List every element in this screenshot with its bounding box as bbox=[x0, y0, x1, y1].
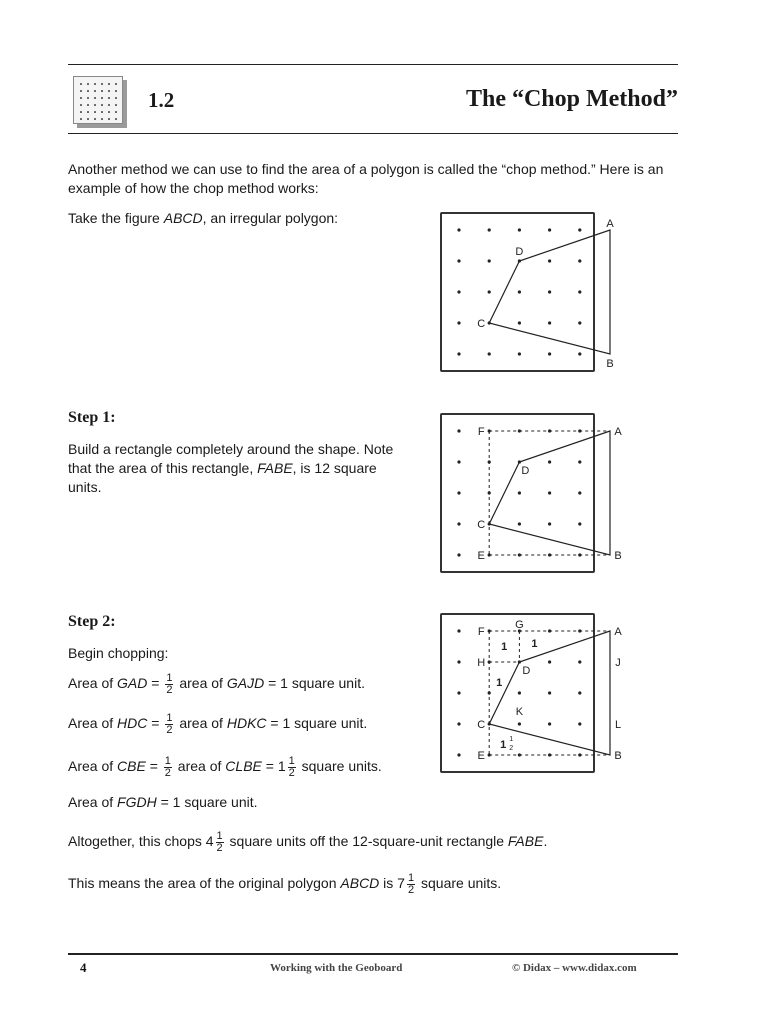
chop-line-fgdh: Area of FGDH = 1 square unit. bbox=[68, 794, 258, 810]
peg-dot bbox=[518, 691, 521, 694]
shape-gad: GAD bbox=[117, 675, 148, 691]
footer-copyright: © Didax – www.didax.com bbox=[512, 962, 637, 974]
area-label-fgdh: 1 bbox=[501, 641, 508, 653]
peg-dot bbox=[578, 660, 581, 663]
peg-dot bbox=[488, 290, 491, 293]
peg-dot bbox=[548, 491, 551, 494]
logo-dot bbox=[115, 90, 117, 92]
label-h: H bbox=[477, 657, 486, 669]
logo-dot bbox=[108, 90, 110, 92]
header-bottom-rule bbox=[68, 133, 678, 134]
peg-dot bbox=[548, 691, 551, 694]
peg-dot bbox=[548, 321, 551, 324]
fraction-half: $\frac{1}{2}$ bbox=[216, 829, 223, 854]
peg-dot bbox=[578, 352, 581, 355]
conclusion-chop: Altogether, this chops 4 $\frac{1}{2}$ square units off the 12-square-unit rectangle FABE. bbox=[68, 829, 548, 854]
peg-dot bbox=[457, 228, 460, 231]
peg-dot bbox=[457, 491, 460, 494]
logo-dot bbox=[87, 111, 89, 113]
peg-dot bbox=[578, 460, 581, 463]
peg-dot bbox=[578, 491, 581, 494]
peg-dot bbox=[548, 660, 551, 663]
step1-heading: Step 1: bbox=[68, 409, 116, 426]
logo-dot bbox=[94, 97, 96, 99]
logo-dot bbox=[101, 97, 103, 99]
peg-dot bbox=[518, 352, 521, 355]
take-prefix: Take the figure bbox=[68, 210, 164, 226]
logo-dot bbox=[108, 118, 110, 120]
take-figure-line bbox=[68, 209, 338, 228]
label-e: E bbox=[477, 750, 485, 762]
label-c: C bbox=[477, 519, 486, 531]
label-a: A bbox=[606, 218, 614, 230]
peg-dot bbox=[548, 352, 551, 355]
peg-dot bbox=[457, 429, 460, 432]
label-a: A bbox=[614, 426, 622, 438]
logo-dot bbox=[80, 118, 82, 120]
shape-gajd: GAJD bbox=[226, 675, 265, 691]
logo-dot bbox=[80, 111, 82, 113]
logo-dot bbox=[94, 90, 96, 92]
area-label-gad: 1 bbox=[531, 638, 538, 650]
conclusion-polygon: ABCD bbox=[340, 875, 380, 891]
geoboard-1 bbox=[440, 212, 614, 372]
peg-dot bbox=[548, 259, 551, 262]
footer-page-number: 4 bbox=[80, 960, 87, 975]
peg-dot bbox=[518, 228, 521, 231]
peg-dot bbox=[457, 660, 460, 663]
shape-hdc: HDC bbox=[117, 715, 148, 731]
peg-dot bbox=[578, 259, 581, 262]
geoboard-logo bbox=[73, 76, 123, 124]
peg-dot bbox=[578, 691, 581, 694]
peg-dot bbox=[518, 290, 521, 293]
logo-dot bbox=[94, 104, 96, 106]
label-a: A bbox=[614, 626, 622, 638]
geoboard-1-drawing bbox=[442, 214, 614, 370]
geoboard-2-drawing bbox=[442, 415, 622, 571]
logo-dot bbox=[108, 97, 110, 99]
logo-dot bbox=[101, 90, 103, 92]
step1-rect-name: FABE bbox=[257, 460, 293, 476]
logo-dot bbox=[80, 104, 82, 106]
area-label-cbe-half-num: 1 bbox=[509, 736, 514, 743]
logo-dot bbox=[94, 118, 96, 120]
logo-dot bbox=[80, 97, 82, 99]
peg-dot bbox=[578, 228, 581, 231]
logo-dot bbox=[115, 111, 117, 113]
logo-dot bbox=[108, 104, 110, 106]
geoboard-2 bbox=[440, 413, 622, 573]
logo-dot bbox=[94, 111, 96, 113]
fraction-half: $\frac{1}{2}$ bbox=[166, 671, 173, 696]
logo-dot bbox=[115, 97, 117, 99]
peg-dot bbox=[488, 228, 491, 231]
label-k: K bbox=[515, 706, 524, 718]
chop-line-hdc: Area of HDC = $\frac{1}{2}$ area of HDKC = 1 square unit. bbox=[68, 711, 368, 736]
logo-dot bbox=[87, 97, 89, 99]
label-b: B bbox=[606, 358, 614, 370]
label-d: D bbox=[515, 246, 524, 258]
logo-dot bbox=[101, 104, 103, 106]
page-title: The “Chop Method” bbox=[465, 86, 678, 112]
label-c: C bbox=[477, 318, 486, 330]
peg-dot bbox=[457, 522, 460, 525]
peg-dot bbox=[457, 722, 460, 725]
peg-dot bbox=[488, 259, 491, 262]
peg-dot bbox=[457, 290, 460, 293]
fraction-half: $\frac{1}{2}$ bbox=[407, 871, 415, 896]
chop-line-gad: Area of GAD = $\frac{1}{2}$ area of GAJD = 1 square unit. bbox=[68, 671, 365, 696]
shape-fgdh: FGDH bbox=[117, 794, 157, 810]
geoboard-3-drawing bbox=[442, 615, 622, 771]
logo-dot bbox=[87, 83, 89, 85]
peg-dot bbox=[518, 321, 521, 324]
peg-dot bbox=[457, 553, 460, 556]
area-label-cbe-half-den: 2 bbox=[509, 745, 514, 752]
peg-dot bbox=[457, 691, 460, 694]
fraction-half: $\frac{1}{2}$ bbox=[288, 754, 295, 779]
peg-dot bbox=[488, 352, 491, 355]
logo-dot bbox=[87, 104, 89, 106]
peg-dot bbox=[457, 460, 460, 463]
footer-book-title: Working with the Geoboard bbox=[270, 962, 403, 974]
label-f: F bbox=[477, 626, 485, 638]
peg-dot bbox=[548, 290, 551, 293]
label-b: B bbox=[614, 550, 622, 562]
chop-line-cbe: Area of CBE = $\frac{1}{2}$ area of CLBE = 1 $\frac{1}{2}$ square units. bbox=[68, 754, 382, 779]
label-f: F bbox=[477, 426, 485, 438]
shape-clbe: CLBE bbox=[225, 758, 262, 774]
peg-dot bbox=[518, 722, 521, 725]
logo-dot bbox=[94, 83, 96, 85]
logo-dot bbox=[101, 83, 103, 85]
area-label-hdc: 1 bbox=[496, 677, 503, 689]
step2-begin: Begin chopping: bbox=[68, 645, 169, 661]
peg-dot bbox=[548, 522, 551, 525]
peg-dot bbox=[548, 722, 551, 725]
logo-dot bbox=[87, 90, 89, 92]
label-b: B bbox=[614, 750, 622, 762]
peg-dot bbox=[578, 522, 581, 525]
label-d: D bbox=[522, 665, 531, 677]
take-suffix: , an irregular polygon: bbox=[202, 210, 339, 226]
peg-dot bbox=[457, 352, 460, 355]
peg-dot bbox=[518, 491, 521, 494]
step1-text bbox=[68, 440, 398, 497]
footer-rule bbox=[68, 953, 678, 955]
peg-dot bbox=[548, 460, 551, 463]
step1-text-a: Build a rectangle completely around the shape. Note that the area of this rectangle, bbox=[68, 441, 394, 476]
area-label-cbe-whole: 1 bbox=[500, 739, 507, 751]
logo-dot bbox=[115, 83, 117, 85]
label-d: D bbox=[521, 465, 530, 477]
fraction-half: $\frac{1}{2}$ bbox=[166, 711, 173, 736]
fraction-half: $\frac{1}{2}$ bbox=[164, 754, 171, 779]
intro-paragraph: Another method we can use to find the area of a polygon is called the “chop method.” Here is an example of how the chop method works: bbox=[68, 161, 664, 196]
logo-dot bbox=[108, 83, 110, 85]
geoboard-3 bbox=[440, 613, 622, 773]
logo-dot bbox=[108, 111, 110, 113]
label-j: J bbox=[615, 657, 621, 669]
step1-text-b: , is 12 square units. bbox=[68, 460, 377, 495]
logo-dot bbox=[80, 83, 82, 85]
conclusion-area: This means the area of the original polygon ABCD is 7 $\frac{1}{2}$ square units. bbox=[68, 871, 502, 896]
shape-cbe: CBE bbox=[117, 758, 146, 774]
peg-dot bbox=[457, 629, 460, 632]
peg-dot bbox=[518, 522, 521, 525]
label-e: E bbox=[477, 550, 485, 562]
step2-heading: Step 2: bbox=[68, 613, 116, 630]
logo-dot bbox=[115, 104, 117, 106]
logo-dot bbox=[80, 90, 82, 92]
logo-dot bbox=[87, 118, 89, 120]
peg-dot bbox=[578, 290, 581, 293]
take-figure: ABCD bbox=[163, 210, 203, 226]
shape-hdkc: HDKC bbox=[226, 715, 267, 731]
peg-dot bbox=[578, 722, 581, 725]
header-top-rule bbox=[68, 64, 678, 65]
conclusion-rect: FABE bbox=[507, 833, 544, 849]
peg-dot bbox=[457, 259, 460, 262]
peg-dot bbox=[457, 753, 460, 756]
peg-dot bbox=[548, 228, 551, 231]
label-g: G bbox=[515, 619, 524, 631]
label-c: C bbox=[477, 719, 486, 731]
logo-dot bbox=[115, 118, 117, 120]
peg-dot bbox=[578, 321, 581, 324]
section-number: 1.2 bbox=[148, 88, 175, 112]
logo-dot bbox=[101, 118, 103, 120]
peg-dot bbox=[457, 321, 460, 324]
label-l: L bbox=[614, 719, 622, 731]
logo-dot bbox=[101, 111, 103, 113]
